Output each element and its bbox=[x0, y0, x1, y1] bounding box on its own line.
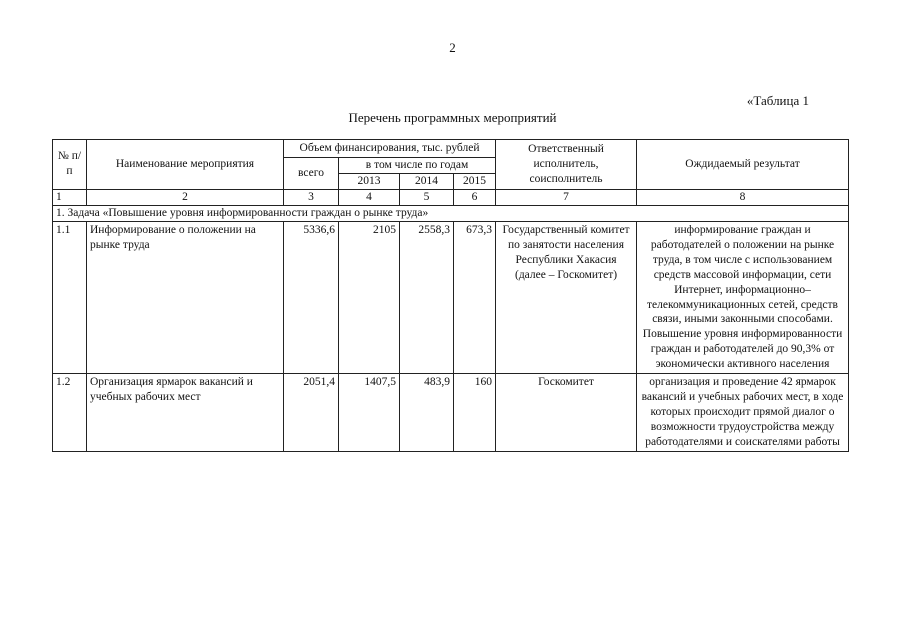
row-result: организация и проведение 42 ярмарок вакансий и учебных рабочих мест, в ходе которых происходит прямой диалог о возможности трудоустройства между работодателями и соискателями работы bbox=[637, 374, 849, 452]
row-total: 5336,6 bbox=[284, 221, 339, 373]
header-by-years: в том числе по годам bbox=[339, 157, 496, 173]
column-number: 4 bbox=[339, 189, 400, 205]
table-row bbox=[53, 374, 849, 452]
table-row bbox=[53, 221, 849, 373]
header-year-2014: 2014 bbox=[400, 173, 454, 189]
header-total: всего bbox=[284, 157, 339, 189]
task-row bbox=[53, 205, 849, 221]
header-executor: Ответственный исполнитель, соисполнитель bbox=[496, 140, 637, 190]
header-name: Наименование мероприятия bbox=[87, 140, 284, 190]
header-year-2015: 2015 bbox=[454, 173, 496, 189]
column-number: 2 bbox=[87, 189, 284, 205]
table-caption: Перечень программных мероприятий bbox=[348, 110, 557, 125]
row-2015: 160 bbox=[454, 374, 496, 452]
column-number: 6 bbox=[454, 189, 496, 205]
column-number: 7 bbox=[496, 189, 637, 205]
row-executor: Госкомитет bbox=[496, 374, 637, 452]
row-num: 1.2 bbox=[53, 374, 87, 452]
program-measures-table bbox=[52, 139, 849, 452]
column-number: 5 bbox=[400, 189, 454, 205]
row-2014: 2558,3 bbox=[400, 221, 454, 373]
row-total: 2051,4 bbox=[284, 374, 339, 452]
row-result: информирование граждан и работодателей о положении на рынке труда, в том числе с использованием средств массовой информации, сети Интернет, информационно–телекоммуникационных сетей, средств связи, иными законными способами. Повышение уровня информированности граждан и работодателей до 90,3% от экономически активного населения bbox=[637, 221, 849, 373]
column-number: 3 bbox=[284, 189, 339, 205]
page-number: 2 bbox=[449, 40, 456, 55]
task-title: 1. Задача «Повышение уровня информированности граждан о рынке труда» bbox=[53, 205, 849, 221]
row-num: 1.1 bbox=[53, 221, 87, 373]
column-number: 8 bbox=[637, 189, 849, 205]
row-2013: 1407,5 bbox=[339, 374, 400, 452]
header-year-2013: 2013 bbox=[339, 173, 400, 189]
table-reference: «Таблица 1 bbox=[746, 93, 809, 108]
row-2013: 2105 bbox=[339, 221, 400, 373]
row-2015: 673,3 bbox=[454, 221, 496, 373]
row-executor: Государственный комитет по занятости населения Республики Хакасия (далее – Госкомитет) bbox=[496, 221, 637, 373]
row-2014: 483,9 bbox=[400, 374, 454, 452]
column-number: 1 bbox=[53, 189, 87, 205]
header-funding: Объем финансирования, тыс. рублей bbox=[284, 140, 496, 158]
row-name: Организация ярмарок вакансий и учебных рабочих мест bbox=[87, 374, 284, 452]
header-row bbox=[53, 140, 849, 158]
column-number-row bbox=[53, 189, 849, 205]
row-name: Информирование о положении на рынке труда bbox=[87, 221, 284, 373]
header-result: Ождидаемый результат bbox=[637, 140, 849, 190]
header-num: № п/п bbox=[53, 140, 87, 190]
